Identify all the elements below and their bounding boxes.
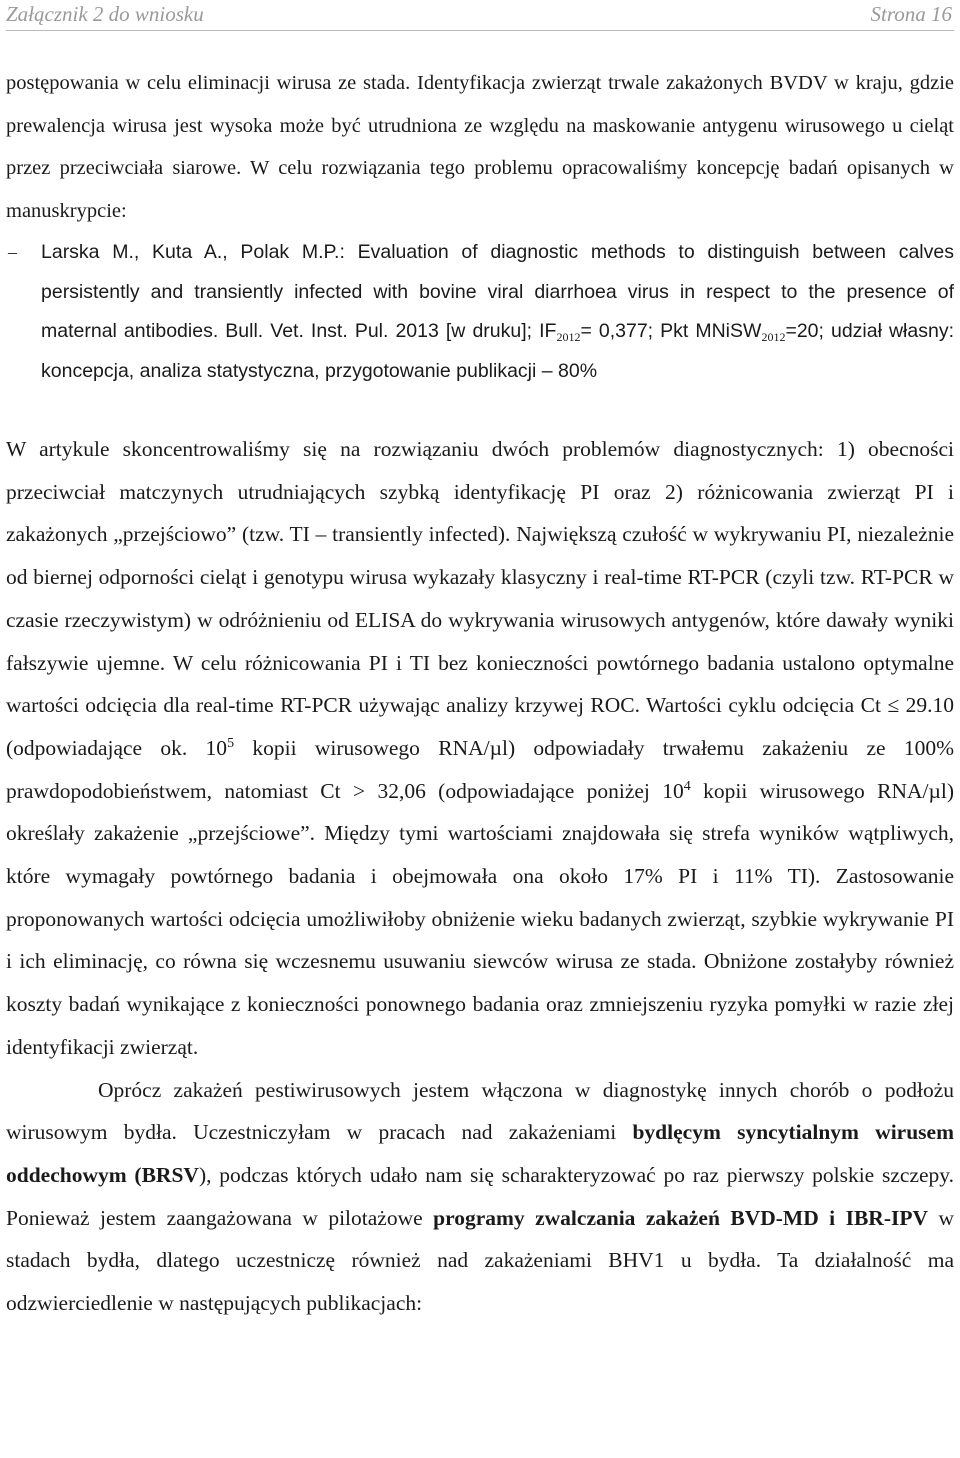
- bold-programs: programy zwalczania zakażeń BVD-MD i IBR-IPV: [433, 1205, 929, 1230]
- results-paragraph: [6, 428, 954, 1069]
- page-header: [6, 0, 954, 31]
- results-text-2: kopii wirusowego RNA/µl) odpowiadały trwałemu zakażeniu ze 100% prawdopodobieństwem, natomiast Ct > 32,06 (odpowiadające poniżej 10: [6, 735, 954, 803]
- reference-authors: Larska M., Kuta A., Polak M.P.:: [41, 240, 345, 263]
- intro-text: postępowania w celu eliminacji wirusa ze stada. Identyfikacja zwierząt trwale zakażonych BVDV w kraju, gdzie prewalencja wirusa jest wysoka może być utrudniona ze względu na maskowanie antygenu wirusowego u cieląt przez przeciwciała siarowe. W celu rozwiązania tego problemu opracowaliśmy koncepcję badań opisanych w manuskrypcie:: [6, 72, 954, 223]
- header-page-number: Strona 16: [870, 2, 952, 26]
- intro-paragraph: [6, 62, 954, 233]
- exponent-2: 4: [683, 778, 691, 794]
- other-text-3: w stadach bydła, dlatego uczestniczę również nad zakażeniami BHV1 u bydła. Ta działalność ma odzwierciedlenie w następujących publikacjach:: [6, 1205, 954, 1316]
- other-text-2: ), podczas których udało nam się scharakteryzować po raz pierwszy polskie szczepy. Ponieważ jestem zaangażowana w pilotażowe: [6, 1162, 955, 1230]
- other-text-1: Oprócz zakażeń pestiwirusowych jestem włączona w diagnostykę innych chorób o podłożu wirusowym bydła. Uczestniczyłam w pracach nad zakażeniami: [6, 1077, 954, 1145]
- reference-pkt-value: =20; udział własny: koncepcja, analiza statystyczna, przygotowanie publikacji – 80%: [41, 320, 954, 383]
- results-text-1: W artykule skoncentrowaliśmy się na rozwiązaniu dwóch problemów diagnostycznych: 1) obecności przeciwciał matczynych utrudniających szybką identyfikację PI oraz 2) różnicowania zwierząt PI i zakażonych „przejściowo” (tzw. TI – transiently infected). Największą czułość w wykrywaniu PI, niezależnie od biernej odporności cieląt i genotypu wirusa wykazały klasyczny i real-time RT-PCR (czyli tzw. RT-PCR w czasie rzeczywistym) w odróżnieniu od ELISA do wykrywania wirusowych antygenów, które dawały wyniki fałszywie ujemne. W celu różnicowania PI i TI bez konieczności powtórnego badania ustalono optymalne wartości odcięcia dla real-time RT-PCR używając analizy krzywej ROC. Wartości cyklu odcięcia Ct ≤ 29.10 (odpowiadające ok. 10: [6, 437, 954, 760]
- reference-if-value: = 0,377; Pkt MNiSW: [580, 320, 762, 343]
- reference-title: Evaluation of diagnostic methods to distinguish between calves persistently and transiently infected with bovine viral diarrhoea virus in respect to the presence of maternal antibodies. Bull. Vet. Inst. Pul. 2013 [w druku]; IF: [41, 240, 954, 343]
- reference-if-year: 2012: [556, 330, 581, 345]
- spacer: [6, 392, 954, 428]
- reference-pkt-year: 2012: [761, 330, 786, 345]
- other-research-paragraph: [6, 1069, 954, 1325]
- reference-dash: –: [8, 241, 17, 262]
- document-body: [6, 62, 954, 1325]
- results-text-3: kopii wirusowego RNA/µl) określały zakażenie „przejściowe”. Między tymi wartościami znajdowała się strefa wyników wątpliwych, które wymagały powtórnego badania i obejmowała ona około 17% PI i 11% TI). Zastosowanie proponowanych wartości odcięcia umożliwiłoby obniżenie wieku badanych zwierząt, szybkie wykrywanie PI i ich eliminację, co równa się wczesnemu usuwaniu siewców wirusa ze stada. Obniżone zostałyby również koszty badań wynikające z konieczności ponownego badania oraz zmniejszeniu ryzyka pomyłki w razie złej identyfikacji zwierząt.: [6, 778, 955, 1059]
- exponent-1: 5: [227, 735, 235, 751]
- bold-brsv: bydlęcym syncytialnym wirusem oddechowym (BRSV: [6, 1120, 954, 1187]
- reference-entry: [6, 233, 954, 392]
- header-title: Załącznik 2 do wniosku: [6, 2, 204, 26]
